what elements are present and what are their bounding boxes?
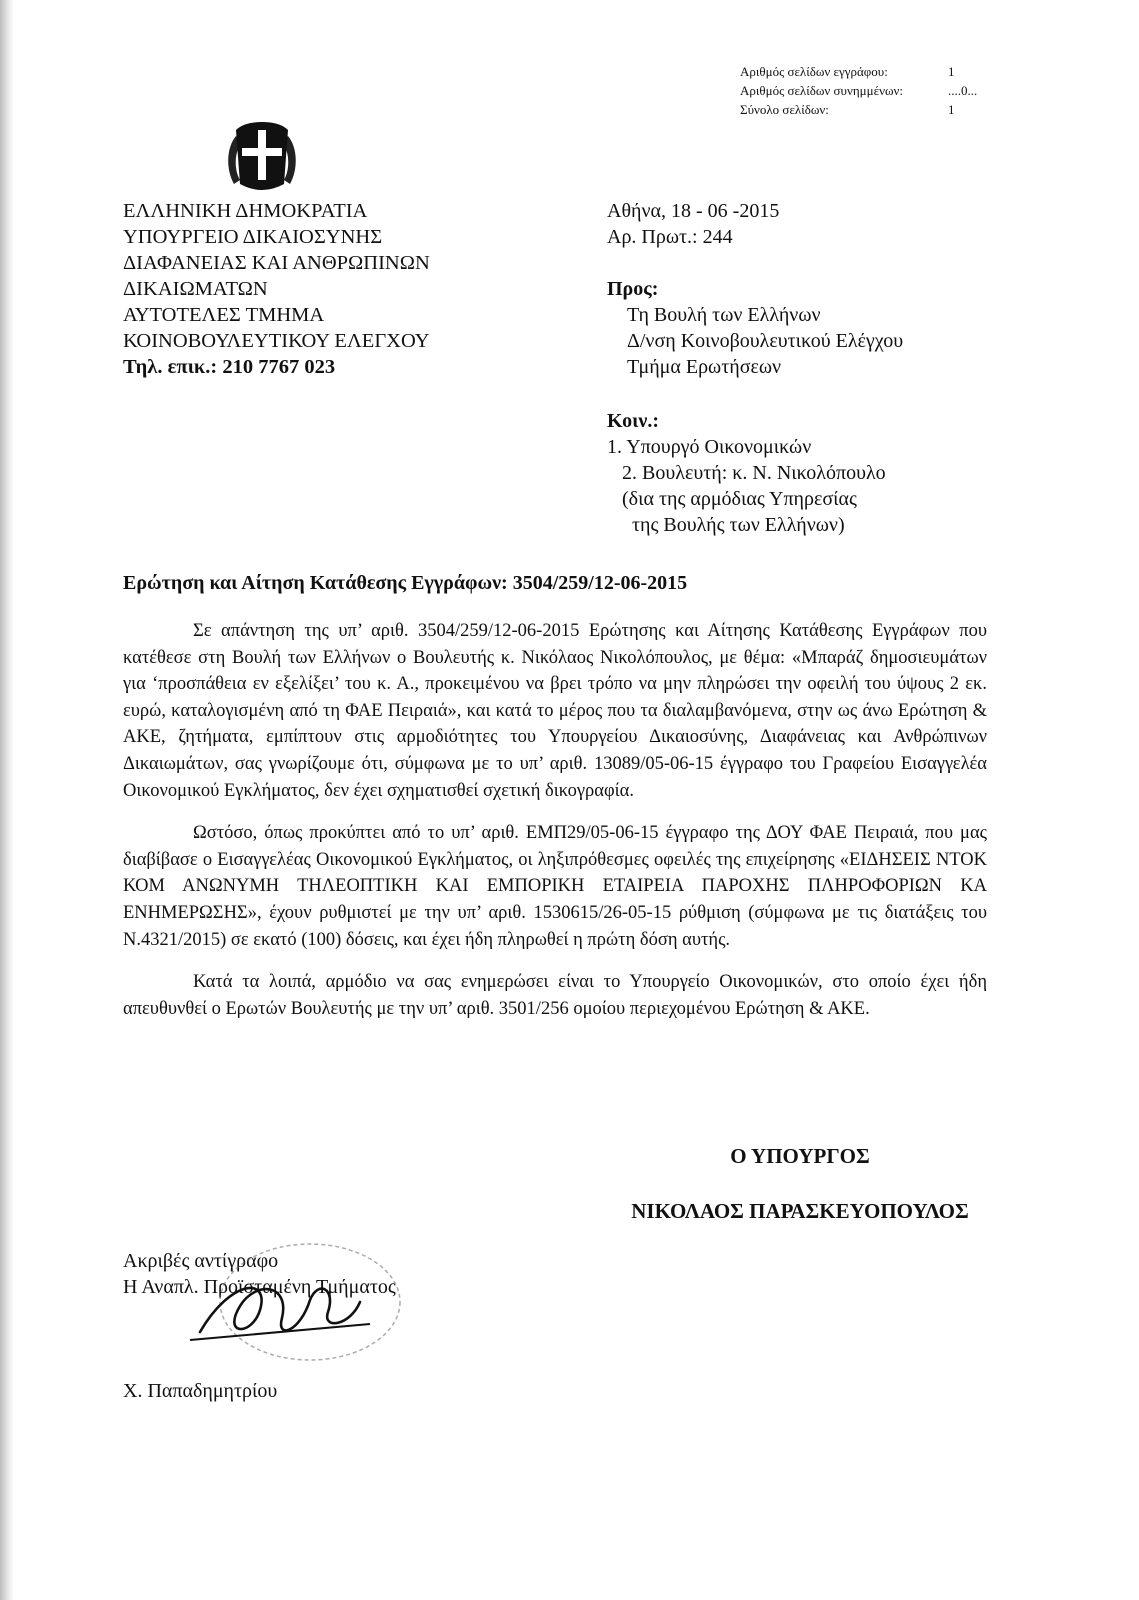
spacer (607, 250, 903, 276)
cc-heading: Κοιν.: (607, 410, 659, 432)
sender-line: ΑΥΤΟΤΕΛΕΣ ΤΜΗΜΑ (123, 304, 325, 326)
signature-block (600, 1143, 1000, 1224)
greek-coat-of-arms-icon (224, 118, 300, 194)
handwritten-signature-icon (200, 1288, 360, 1332)
sender-line: ΚΟΙΝΟΒΟΥΛΕΥΤΙΚΟΥ ΕΛΕΓΧΟΥ (123, 330, 430, 352)
cc-item-note: (δια της αρμόδιας Υπηρεσίας (622, 488, 857, 510)
total-pages-row (740, 100, 988, 119)
subject-line: Ερώτηση και Αίτηση Κατάθεσης Εγγράφων: 3504/259/12-06-2015 (123, 572, 688, 594)
letter-body (123, 618, 987, 1038)
spacer (607, 380, 903, 408)
true-copy-line: Η Αναπλ. Προϊσταμένη Τμήματος (123, 1276, 396, 1298)
doc-pages-value: 1 (948, 64, 955, 79)
total-pages-value: 1 (948, 102, 955, 117)
attach-pages-row (740, 81, 988, 100)
cc-item-note: της Βουλής των Ελλήνων) (632, 514, 845, 536)
total-pages-label: Σύνολο σελίδων: (740, 102, 829, 117)
sender-block (123, 198, 430, 380)
true-copy-line: Ακριβές αντίγραφο (123, 1250, 279, 1272)
cc-item: 2. Βουλευτή: κ. Ν. Νικολόπουλο (622, 462, 886, 484)
cc-item: 1. Υπουργό Οικονομικών (607, 436, 812, 458)
body-paragraph: Ωστόσο, όπως προκύπτει από το υπ’ αριθ. ΕΜΠ29/05-06-15 έγγραφο της ΔΟΥ ΦΑΕ Πειραιά, που μας διαβίβασε ο Εισαγγελέας Οικονομικού Εγκλήματος, οι ληξιπρόθεσμες οφειλές της επιχείρησης «ΕΙΔΗΣΕΙΣ ΝΤΟΚ ΚΟΜ ΑΝΩΝΥΜΗ ΤΗΛΕΟΠΤΙΚΗ ΚΑΙ ΕΜΠΟΡΙΚΗ ΕΤΑΙΡΕΙΑ ΠΑΡΟΧΗΣ ΠΛΗΡΟΦΟΡΙΩΝ ΚΑ ΕΝΗΜΕΡΩΣΗΣ», έχουν ρυθμιστεί με την υπ’ αριθ. 1530615/26-05-15 ρύθμιση (σύμφωνα με τις διατάξεις του Ν.4321/2015) σε εκατό (100) δόσεις, και έχει ήδη πληρωθεί η πρώτη δόση αυτής. (123, 823, 987, 950)
attach-pages-value: ....0... (948, 83, 978, 98)
sender-line: ΕΛΛΗΝΙΚΗ ΔΗΜΟΚΡΑΤΙΑ (123, 200, 368, 222)
document-date: Αθήνα, 18 - 06 -2015 (607, 200, 780, 222)
recipient-line: Τμήμα Ερωτήσεων (627, 356, 782, 378)
recipient-line: Δ/νση Κοινοβουλευτικού Ελέγχου (627, 330, 904, 352)
attach-pages-label: Αριθμός σελίδων συνημμένων: (740, 83, 903, 98)
sender-phone: Τηλ. επικ.: 210 7767 023 (123, 356, 336, 378)
true-copy-name: Χ. Παπαδημητρίου (123, 1380, 278, 1402)
signatory-title: Ο ΥΠΟΥΡΓΟΣ (730, 1144, 870, 1168)
protocol-number: Αρ. Πρωτ.: 244 (607, 226, 733, 248)
body-paragraph: Κατά τα λοιπά, αρμόδιο να σας ενημερώσει είναι το Υπουργείο Οικονομικών, στο οποίο έχει ήδη απευθυνθεί ο Ερωτών Βουλευτής με την υπ’ αριθ. 3501/256 ομοίου περιεχομένου Ερώτηση & ΑΚΕ. (123, 972, 987, 1019)
page-count-block (740, 62, 988, 119)
doc-pages-row (740, 62, 988, 81)
recipient-heading: Προς: (607, 278, 659, 300)
header-right-column (607, 198, 903, 538)
recipient-line: Τη Βουλή των Ελλήνων (627, 304, 821, 326)
scan-edge-shadow (0, 0, 14, 1600)
sender-line: ΥΠΟΥΡΓΕΙΟ ΔΙΚΑΙΟΣΥΝΗΣ (123, 226, 383, 248)
signatory-name: ΝΙΚΟΛΑΟΣ ΠΑΡΑΣΚΕΥΟΠΟΥΛΟΣ (631, 1199, 969, 1223)
body-paragraph: Σε απάντηση της υπ’ αριθ. 3504/259/12-06-2015 Ερώτησης και Αίτησης Κατάθεσης Εγγράφων που κατέθεσε στη Βουλή των Ελλήνων ο Βουλευτής κ. Νικόλαος Νικολόπουλος, με θέμα: «Μπαράζ δημοσιευμάτων για ‘προσπάθεια εν εξελίξει’ του κ. Α., προκειμένου να βρει τρόπο να μην πληρώσει την οφειλή του ύψους 2 εκ. ευρώ, καταλογισμένη από τη ΦΑΕ Πειραιά», και κατά το μέρος που τα διαλαμβανόμενα, στην ως άνω Ερώτηση & ΑΚΕ, ζητήματα, εμπίπτουν στις αρμοδιότητες του Υπουργείου Δικαιοσύνης, Διαφάνειας και Ανθρώπινων Δικαιωμάτων, σας γνωρίζουμε ότι, σύμφωνα με το υπ’ αριθ. 13089/05-06-15 έγγραφο του Γραφείου Εισαγγελέα Οικονομικού Εγκλήματος, δεν έχει σχηματισθεί σχετική δικογραφία. (123, 621, 987, 801)
sender-line: ΔΙΑΦΑΝΕΙΑΣ ΚΑΙ ΑΝΘΡΩΠΙΝΩΝ (123, 252, 430, 274)
sender-line: ΔΙΚΑΙΩΜΑΤΩΝ (123, 278, 268, 300)
doc-pages-label: Αριθμός σελίδων εγγράφου: (740, 64, 888, 79)
official-stamp-icon (160, 1240, 420, 1370)
